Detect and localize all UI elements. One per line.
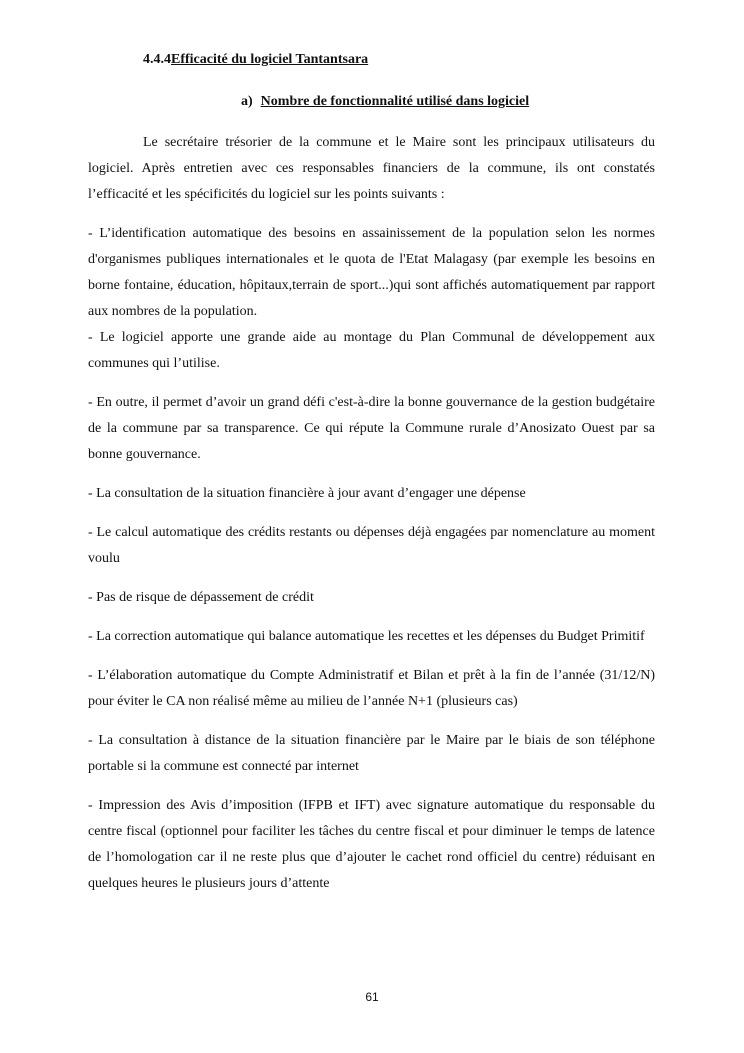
point-paragraph: - L’identification automatique des besoins en assainissement de la population selon les normes d'organismes publiques internationales et le quota de l'Etat Malagasy (par exemple les besoins en borne fontaine, éducation, hôpitaux,terrain de sport...)qui sont affichés automatiquement par rapport aux nombres de la population. (88, 226, 655, 319)
page-number: 61 (365, 990, 379, 1004)
point-paragraph: - La consultation de la situation financière à jour avant d’engager une dépense (88, 486, 526, 501)
intro-paragraph: Le secrétaire trésorier de la commune et le Maire sont les principaux utilisateurs du logiciel. Après entretien avec ces responsables financiers de la commune, ils ont constatés l’efficacité et les spécificités du logiciel sur les points suivants : (88, 135, 655, 202)
section-heading (143, 52, 368, 68)
section-title: Efficacité du logiciel Tantantsara (171, 52, 369, 67)
point-paragraph: - La correction automatique qui balance automatique les recettes et les dépenses du Budget Primitif (88, 629, 645, 644)
point-paragraph: - L’élaboration automatique du Compte Administratif et Bilan et prêt à la fin de l’année (31/12/N) pour éviter le CA non réalisé même au milieu de l’année N+1 (plusieurs cas) (88, 668, 655, 709)
subsection-title: Nombre de fonctionnalité utilisé dans logiciel (260, 94, 530, 109)
subsection-heading (241, 94, 529, 110)
point-paragraph: - Le logiciel apporte une grande aide au montage du Plan Communal de développement aux communes qui l’utilise. (88, 330, 655, 371)
point-paragraph: - Pas de risque de dépassement de crédit (88, 590, 314, 605)
body-text (88, 130, 655, 897)
subsection-marker: a) (241, 94, 253, 109)
point-paragraph: - En outre, il permet d’avoir un grand défi c'est-à-dire la bonne gouvernance de la gestion budgétaire de la commune par sa transparence. Ce qui répute la Commune rurale d’Anosizato Ouest par sa bonne gouvernance. (88, 395, 655, 462)
point-paragraph: - Le calcul automatique des crédits restants ou dépenses déjà engagées par nomenclature au moment voulu (88, 525, 655, 566)
point-paragraph: - Impression des Avis d’imposition (IFPB et IFT) avec signature automatique du responsable du centre fiscal (optionnel pour faciliter les tâches du centre fiscal et pour diminuer le temps de latence de l’homologation car il ne reste plus que d’ajouter le cachet rond officiel du centre) réduisant en quelques heures le plusieurs jours d’attente (88, 798, 655, 891)
section-number: 4.4.4 (143, 52, 171, 67)
point-paragraph: - La consultation à distance de la situation financière par le Maire par le biais de son téléphone portable si la commune est connecté par internet (88, 733, 655, 774)
